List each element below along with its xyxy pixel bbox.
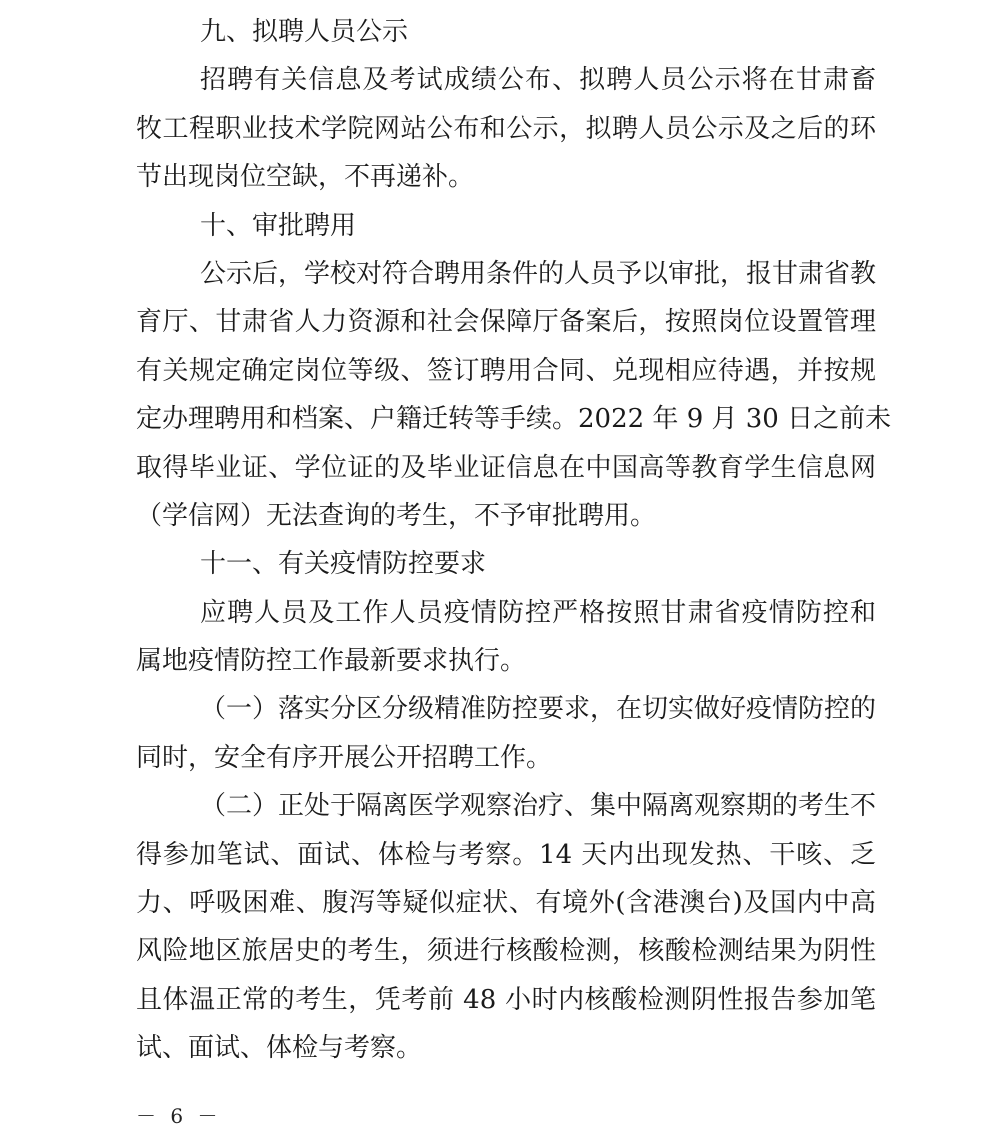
section-heading: 十一、有关疫情防控要求 [200,549,487,580]
paragraph-line: 属地疫情防控工作最新要求执行。 [136,646,527,677]
paragraph-line: 育厅、甘肃省人力资源和社会保障厅备案后，按照岗位设置管理 [136,307,876,338]
paragraph-line: 定办理聘用和档案、户籍迁转等手续。2022 年 9 月 30 日之前未 [136,404,892,435]
document-page [136,8,892,1073]
section-heading: 十、审批聘用 [200,210,357,241]
paragraph-line: 有关规定确定岗位等级、签订聘用合同、兑现相应待遇，并按规 [136,355,876,386]
paragraph-line: 力、呼吸困难、腹泻等疑似症状、有境外(含港澳台)及国内中高 [136,888,876,919]
paragraph-line: 试、面试、体检与考察。 [136,1033,423,1064]
section-heading: 九、拟聘人员公示 [200,17,409,47]
paragraph-line: （一）落实分区分级精准防控要求，在切实做好疫情防控的 [200,694,877,725]
paragraph-line: 公示后，学校对符合聘用条件的人员予以审批，报甘肃省教 [200,258,877,289]
paragraph-line: 节出现岗位空缺，不再递补。 [136,162,475,193]
paragraph-line: （学信网）无法查询的考生，不予审批聘用。 [136,500,657,531]
paragraph-line: 招聘有关信息及考试成绩公布、拟聘人员公示将在甘肃畜 [200,65,876,96]
paragraph-line: 应聘人员及工作人员疫情防控严格按照甘肃省疫情防控和 [200,597,876,628]
paragraph-line: 牧工程职业技术学院网站公布和公示，拟聘人员公示及之后的环 [136,113,876,144]
paragraph-line: 同时，安全有序开展公开招聘工作。 [136,742,553,773]
paragraph-line: 取得毕业证、学位证的及毕业证信息在中国高等教育学生信息网 [136,452,876,483]
paragraph-line: （二）正处于隔离医学观察治疗、集中隔离观察期的考生不 [200,791,877,822]
paragraph-line: 且体温正常的考生，凭考前 48 小时内核酸检测阴性报告参加笔 [136,984,876,1015]
paragraph-line: 风险地区旅居史的考生，须进行核酸检测，核酸检测结果为阴性 [136,936,876,967]
page-number: － 6 － [136,1104,222,1128]
paragraph-line: 得参加笔试、面试、体检与考察。14 天内出现发热、干咳、乏 [136,839,876,870]
